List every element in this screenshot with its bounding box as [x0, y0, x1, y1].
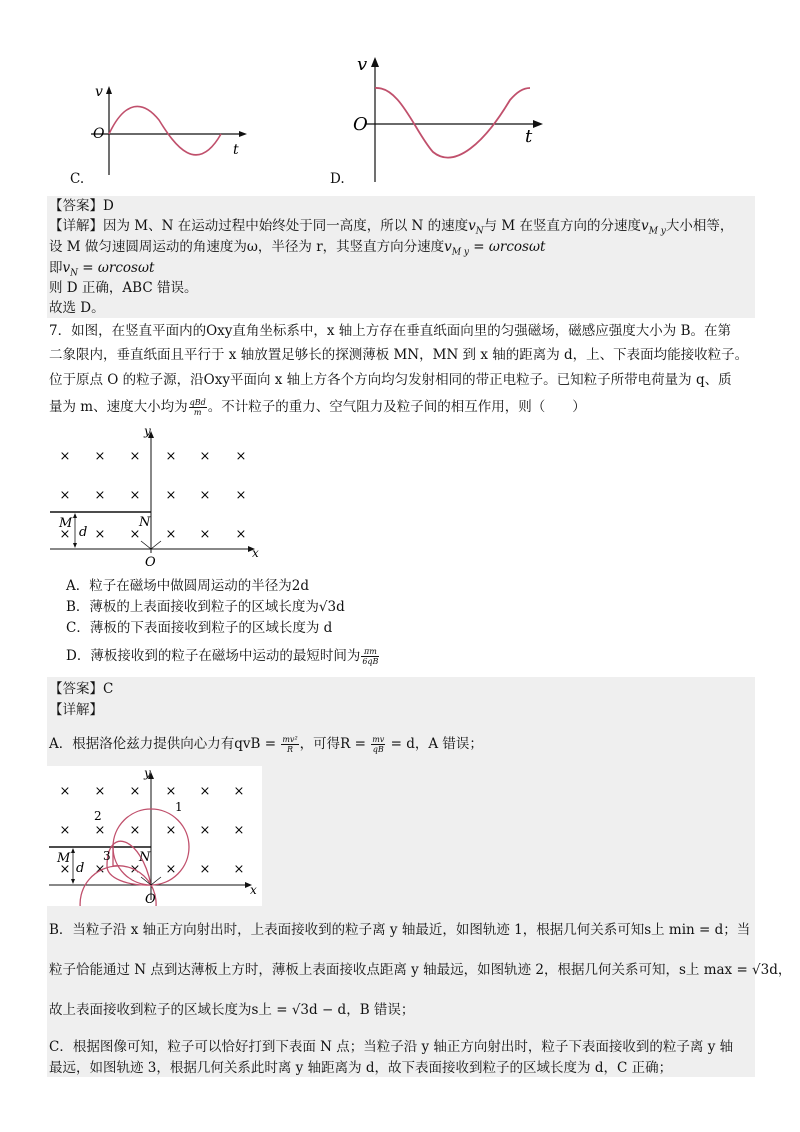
q7-stem-line3: 位于原点 O 的粒子源，沿Oxy平面向 x 轴上方各个方向均匀发射相同的带正电粒子。已知粒子所带电荷量为 q、质	[49, 372, 732, 388]
graph-d	[345, 52, 545, 184]
q7-stem-line2: 二象限内，垂直纸面且平行于 x 轴放置足够长的探测薄板 MN，MN 到 x 轴的距离为 d，上、下表面均能接收粒子。	[49, 347, 749, 363]
field-cross: ×	[129, 449, 141, 464]
fig1-o-label: O	[145, 555, 156, 570]
field-cross: ×	[59, 527, 71, 542]
fig2-d-label: d	[76, 861, 85, 876]
field-cross: ×	[59, 488, 71, 503]
field-cross: ×	[199, 823, 211, 838]
graph-c-v-label: v	[95, 84, 103, 100]
field-cross: ×	[94, 823, 106, 838]
field-cross: ×	[165, 784, 177, 799]
field-cross: ×	[165, 449, 177, 464]
fig1-m-label: M	[59, 516, 73, 531]
field-cross: ×	[165, 862, 177, 877]
trajectory-3-label: 3	[103, 849, 111, 863]
field-cross: ×	[94, 488, 106, 503]
graph-c	[85, 80, 255, 180]
q7-explain-b2: 粒子恰能通过 N 点到达薄板上方时，薄板上表面接收点距离 y 轴最远，如图轨迹 2，根据几何关系可知，s上 max = √3d，	[49, 962, 792, 978]
q7-answer: 【答案】C	[49, 681, 114, 697]
q7-explain-c2: 最远，如图轨迹 3，根据几何关系此时离 y 轴距离为 d，故下表面接收到粒子的区域长度为 d，C 正确；	[49, 1060, 673, 1076]
field-cross: ×	[165, 823, 177, 838]
fig2-y-label: y	[144, 766, 151, 780]
q7-explain-a: A．根据洛伦兹力提供向心力有qvB = $\frac{\text{mv²}}{R}$ ，可得R = $\frac{mv}{qB}$ = d，A 错误；	[49, 735, 483, 754]
field-cross: ×	[94, 862, 106, 877]
field-cross: ×	[59, 449, 71, 464]
magnetic-field-figure	[45, 425, 270, 570]
q6-explain-line4: 则 D 正确，ABC 错误。	[49, 280, 198, 296]
field-cross: ×	[94, 449, 106, 464]
field-cross: ×	[199, 488, 211, 503]
field-cross: ×	[129, 784, 141, 799]
emission-arrows	[141, 539, 161, 549]
field-cross: ×	[199, 527, 211, 542]
field-cross: ×	[94, 527, 106, 542]
q7-explain-b1: B．当粒子沿 x 轴正方向射出时，上表面接收到的粒子离 y 轴最近，如图轨迹 1，根据几何关系可知s上 min = d；当	[49, 922, 751, 938]
graph-d-origin: O	[353, 114, 368, 135]
fig1-d-label: d	[79, 525, 88, 540]
field-cross: ×	[165, 527, 177, 542]
q6-explain-line1: 【详解】因为 M、N 在运动过程中始终处于同一高度，所以 N 的速度$v_N$与 M 在竖直方向的分速度$v_{M y}$大小相等，	[49, 218, 734, 237]
trajectory-2-label: 2	[94, 809, 102, 823]
graph-c-t-label: t	[233, 142, 239, 158]
q7-explain-tag: 【详解】	[49, 702, 103, 718]
field-cross: ×	[233, 823, 245, 838]
field-cross: ×	[59, 862, 71, 877]
graph-d-v-label: v	[357, 54, 368, 75]
option-c-label: C.	[70, 171, 85, 187]
min-time-fraction: $\frac{\pi m}{6qB}$	[362, 647, 379, 666]
graph-c-origin: O	[93, 126, 105, 142]
fig2-x-label: x	[250, 883, 257, 897]
field-cross: ×	[199, 784, 211, 799]
graph-d-curve	[375, 88, 530, 158]
q7-option-a: A．粒子在磁场中做圆周运动的半径为2d	[66, 578, 309, 594]
field-cross: ×	[199, 862, 211, 877]
q7-option-d: D．薄板接收到的粒子在磁场中运动的最短时间为 $\frac{\pi m}{6qB}$	[66, 647, 379, 666]
q7-option-b: B．薄板的上表面接收到粒子的区域长度为√3d	[66, 599, 345, 615]
field-cross: ×	[235, 527, 247, 542]
fig2-n-label: N	[139, 850, 151, 865]
option-d-label: D.	[330, 171, 345, 187]
q7-stem-line4: 量为 m、速度大小均为 $\frac{\text{qBd}}{m}$ 。不计粒子的重力、空气阻力及粒子间的相互作用，则（ ）	[49, 398, 586, 417]
fig1-n-label: N	[139, 515, 151, 530]
field-cross: ×	[129, 488, 141, 503]
q7-explain-c1: C．根据图像可知，粒子可以恰好打到下表面 N 点；当粒子沿 y 轴正方向射出时，粒子下表面接收到的粒子离 y 轴	[49, 1039, 734, 1055]
graph-d-t-label: t	[525, 126, 533, 147]
field-cross: ×	[129, 527, 141, 542]
trajectory-1-label: 1	[175, 800, 183, 814]
field-cross: ×	[94, 784, 106, 799]
field-cross: ×	[129, 823, 141, 838]
q6-answer: 【答案】D	[49, 198, 114, 214]
field-cross: ×	[235, 449, 247, 464]
field-cross: ×	[233, 862, 245, 877]
field-cross: ×	[235, 488, 247, 503]
q7-explain-b3: 故上表面接收到粒子的区域长度为s上 = √3d − d，B 错误；	[49, 1002, 415, 1018]
q7-option-c: C．薄板的下表面接收到粒子的区域长度为 d	[66, 620, 333, 636]
field-cross: ×	[59, 784, 71, 799]
field-cross: ×	[165, 488, 177, 503]
q6-explain-line2: 设 M 做匀速圆周运动的角速度为ω，半径为 r，其竖直方向分速度$v_{M y} = \omega rcos\omega t$	[49, 239, 546, 258]
fig1-y-label: y	[144, 425, 151, 438]
q6-explain-line3: 即$v_N = \omega rcos\omega t$	[49, 260, 155, 279]
speed-fraction: $\frac{\text{qBd}}{m}$	[189, 398, 206, 417]
trajectory-figure	[47, 766, 262, 906]
field-cross: ×	[199, 449, 211, 464]
graph-c-curve	[109, 106, 221, 155]
field-cross: ×	[233, 784, 245, 799]
field-cross: ×	[129, 862, 141, 877]
field-cross: ×	[59, 823, 71, 838]
q6-explain-line5: 故选 D。	[49, 300, 105, 316]
fig2-o-label: O	[145, 892, 156, 906]
q7-stem-line1: 7．如图，在竖直平面内的Oxy直角坐标系中，x 轴上方存在垂直纸面向里的匀强磁场，磁感应强度大小为 B。在第	[49, 323, 732, 339]
fig2-m-label: M	[57, 851, 71, 866]
fig1-x-label: x	[252, 546, 259, 560]
